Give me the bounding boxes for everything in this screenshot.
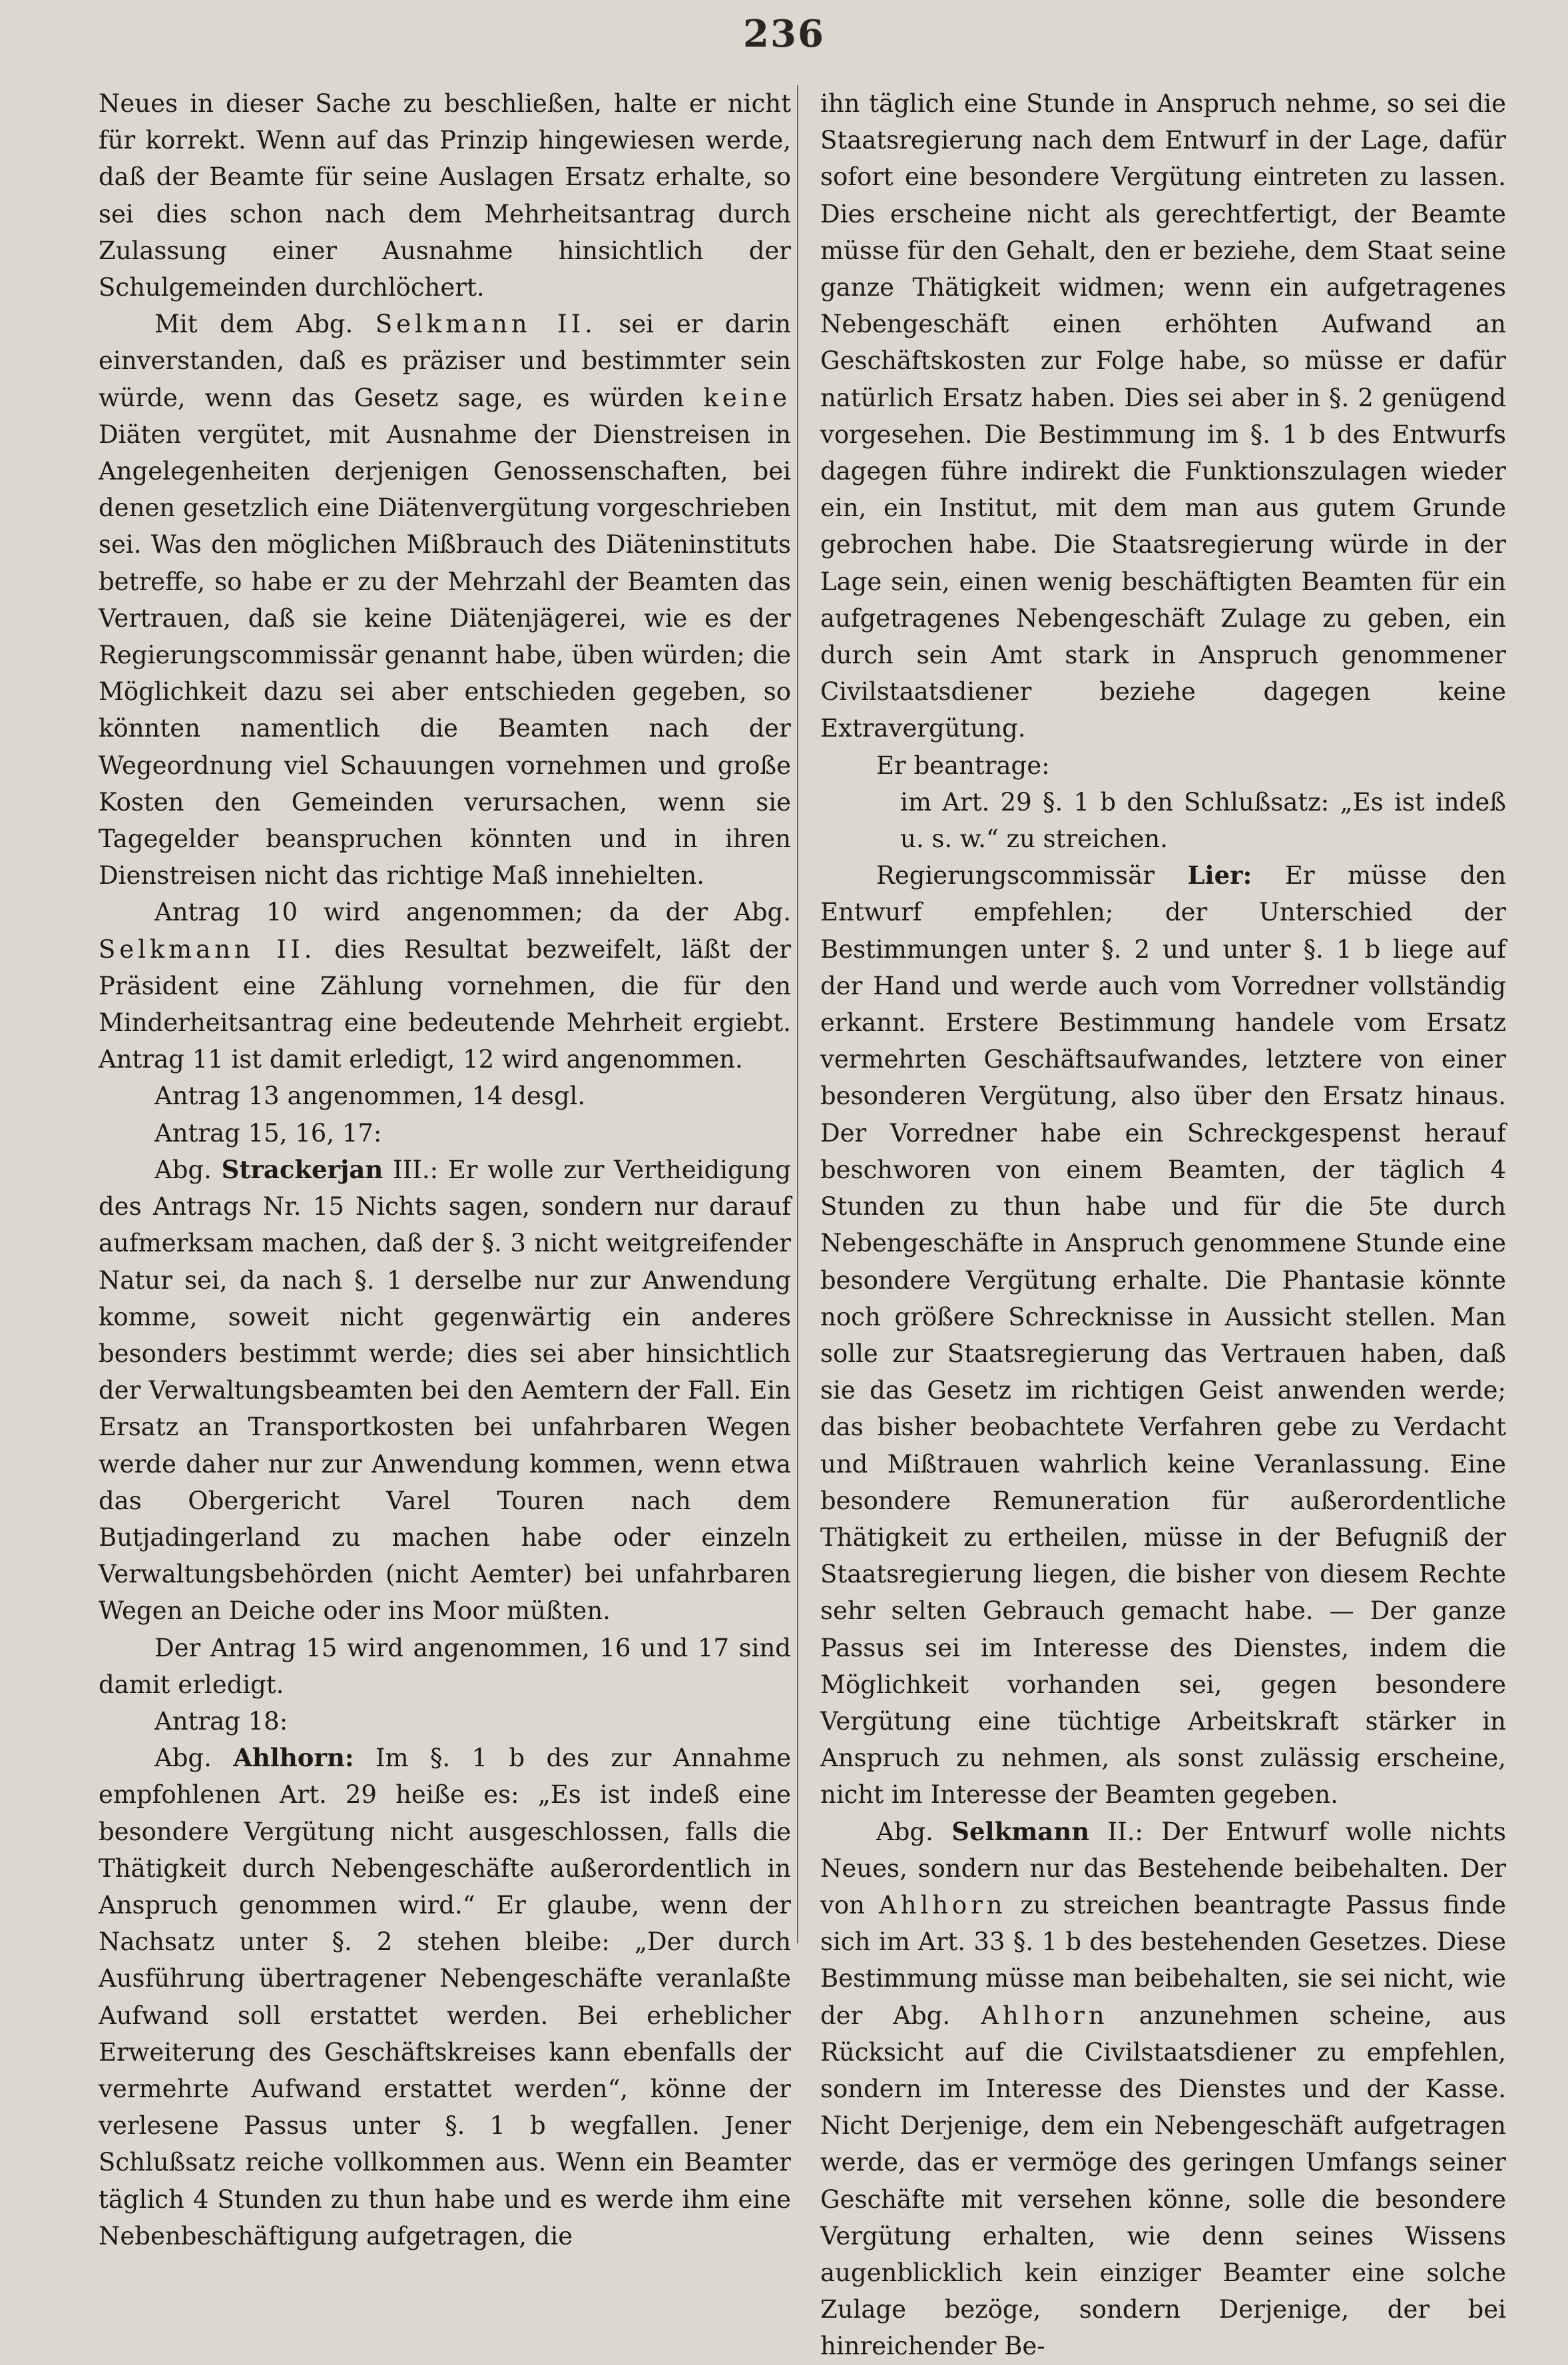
- paragraph: Abg. Selkmann II.: Der Entwurf wolle nichts Neues, sondern nur das Bestehende beibehalten. Der von Ahlhorn zu streichen beantragte Passus finde sich im Art. 33 §. 1 b des bestehenden Gesetzes. Diese Bestimmung müsse man beibehalten, sie sei nicht, wie der Abg. Ahlhorn anzunehmen scheine, aus Rücksicht auf die Civilstaatsdiener zu empfehlen, sondern im Interesse des Dienstes und der Kasse. Nicht Derjenige, dem ein Nebengeschäft aufgetragen werde, das er vermöge des geringen Umfangs seiner Geschäfte mit versehen könne, solle die besondere Vergütung erhalten, wie denn seines Wissens augenblicklich kein einziger Beamter eine solche Zulage bezöge, sondern Derjenige, der bei hinreichender Be-: [820, 1816, 1506, 2361]
- speaker-name: Ahlhorn:: [233, 1743, 354, 1773]
- speaker-name: Ahlhorn: [981, 2001, 1109, 2030]
- paragraph: Abg. Ahlhorn: Im §. 1 b des zur Annahme empfohlenen Art. 29 heiße es: „Es ist indeß eine besondere Vergütung nicht ausgeschlossen, falls die Thätigkeit durch Nebengeschäfte außerordentlich in Anspruch genommen wird.“ Er glaube, wenn der Nachsatz unter §. 2 stehen bleibe: „Der durch Ausführung übertragener Nebengeschäfte veranlaßte Aufwand soll erstattet werden. Bei erheblicher Erweiterung des Geschäftskreises kann ebenfalls der vermehrte Aufwand erstattet werden“, könne der verlesene Passus unter §. 1 b wegfallen. Jener Schlußsatz reiche vollkommen aus. Wenn ein Beamter täglich 4 Stunden zu thun habe und es werde ihm eine Nebenbeschäftigung aufgetragen, die: [99, 1743, 791, 2250]
- speaker-name: Ahlhorn: [879, 1890, 1007, 1919]
- column-divider: [797, 85, 798, 1943]
- speaker-name: Selkmann II.: [375, 310, 597, 339]
- paragraph: Antrag 10 wird angenommen; da der Abg. Selkmann II. dies Resultat bezweifelt, läßt der Präsident eine Zählung vornehmen, die für den Minderheitsantrag eine bedeutende Mehrheit ergiebt. Antrag 11 ist damit erledigt, 12 wird angenommen.: [99, 898, 791, 1074]
- paragraph: Antrag 15, 16, 17:: [154, 1118, 382, 1148]
- speaker-name: Strackerjan: [221, 1154, 384, 1184]
- paragraph: ihn täglich eine Stunde in Anspruch nehme, so sei die Staatsregierung nach dem Entwurf in der Lage, dafür sofort eine besondere Vergütung eintreten zu lassen. Dies erscheine nicht als gerechtfertigt, der Beamte müsse für den Gehalt, den er beziehe, dem Staat seine ganze Thätigkeit widmen; wenn ein aufgetragenes Nebengeschäft einen erhöhten Aufwand an Geschäftskosten zur Folge habe, so müsse er dafür natürlich Ersatz haben. Dies sei aber in §. 2 genügend vorgesehen. Die Bestimmung im §. 1 b des Entwurfs dagegen führe indirekt die Funktionszulagen wieder ein, ein Institut, mit dem man aus gutem Grunde gebrochen habe. Die Staatsregierung würde in der Lage sein, einen wenig beschäftigten Beamten für ein aufgetragenes Nebengeschäft Zulage zu geben, ein durch sein Amt stark in Anspruch genommener Civilstaatsdiener beziehe dagegen keine Extravergütung.: [820, 89, 1506, 743]
- paragraph: Regierungscommissär Lier: Er müsse den Entwurf empfehlen; der Unterschied der Bestimmungen unter §. 2 und unter §. 1 b liege auf der Hand und werde auch vom Vorredner vollständig erkannt. Erstere Bestimmung handele vom Ersatz vermehrten Geschäftsaufwandes, letztere von einer besonderen Vergütung, also über den Ersatz hinaus. Der Vorredner habe ein Schreckgespenst herauf beschworen von einem Beamten, der täglich 4 Stunden zu thun habe und für die 5te durch Nebengeschäfte in Anspruch genommene Stunde eine besondere Vergütung erhalte. Die Phantasie könnte noch größere Schrecknisse in Aussicht stellen. Man solle zur Staatsregierung das Vertrauen haben, daß sie das Gesetz im richtigen Geist anwenden werde; das bisher beobachtete Verfahren gebe zu Verdacht und Mißtrauen wahrlich keine Veranlassung. Eine besondere Remuneration für außerordentliche Thätigkeit zu ertheilen, müsse in der Befugniß der Staatsregierung liegen, die bisher von diesem Rechte sehr selten Gebrauch gemacht habe. — Der ganze Passus sei im Interesse des Dienstes, indem die Möglichkeit vorhanden sei, gegen besondere Vergütung eine tüchtige Arbeitskraft stärker in Anspruch zu nehmen, als sonst zulässig erscheine, nicht im Interesse der Beamten gegeben.: [820, 860, 1506, 1810]
- paragraph: Neues in dieser Sache zu beschließen, halte er nicht für korrekt. Wenn auf das Prinzip hingewiesen werde, daß der Beamte für seine Auslagen Ersatz erhalte, so sei dies schon nach dem Mehrheitsantrag durch Zulassung einer Ausnahme hinsichtlich der Schulgemeinden durchlöchert.: [99, 89, 791, 302]
- paragraph: Abg. Strackerjan III.: Er wolle zur Vertheidigung des Antrags Nr. 15 Nichts sagen, sondern nur darauf aufmerksam machen, daß der §. 3 nicht weitgreifender Natur sei, da nach §. 1 derselbe nur zur Anwendung komme, soweit nicht gegenwärtig ein anderes besonders bestimmt werde; dies sei aber hinsichtlich der Verwaltungsbeamten bei den Aemtern der Fall. Ein Ersatz an Transportkosten bei unfahrbaren Wegen werde daher nur zur Anwendung kommen, wenn etwa das Obergericht Varel Touren nach dem Butjadingerland zu machen habe oder einzeln Verwaltungsbehörden (nicht Aemter) bei unfahrbaren Wegen an Deiche oder ins Moor müßten.: [99, 1154, 791, 1626]
- motion-text: im Art. 29 §. 1 b den Schlußsatz: „Es ist indeß u. s. w.“ zu streichen.: [900, 787, 1506, 854]
- page-number: 236: [743, 12, 825, 56]
- paragraph: Antrag 18:: [154, 1706, 288, 1736]
- speaker-name: Selkmann II.: [99, 934, 316, 964]
- paragraph: Mit dem Abg. Selkmann II. sei er darin einverstanden, daß es präziser und bestimmter sein würde, wenn das Gesetz sage, es würden keine Diäten vergütet, mit Ausnahme der Dienstreisen in Angelegenheiten derjenigen Genossenschaften, bei denen gesetzlich eine Diätenvergütung vorgeschrieben sei. Was den möglichen Mißbrauch des Diäteninstituts betreffe, so habe er zu der Mehrzahl der Beamten das Vertrauen, daß sie keine Diätenjägerei, wie es der Regierungscommissär genannt habe, üben würden; die Möglichkeit dazu sei aber entschieden gegeben, so könnten namentlich die Beamten nach der Wegeordnung viel Schauungen vornehmen und große Kosten den Gemeinden verursachen, wenn sie Tagegelder beanspruchen könnten und in ihren Dienstreisen nicht das richtige Maß innehielten.: [99, 310, 791, 890]
- speaker-name: Lier:: [1187, 860, 1252, 890]
- right-column: [820, 85, 1506, 2365]
- paragraph: Antrag 13 angenommen, 14 desgl.: [154, 1082, 586, 1111]
- paragraph: Er beantrage:: [876, 751, 1050, 780]
- left-column: [99, 85, 791, 2254]
- emphasis: keine: [703, 383, 791, 412]
- paragraph: Der Antrag 15 wird angenommen, 16 und 17 sind damit erledigt.: [99, 1633, 791, 1699]
- speaker-name: Selkmann: [951, 1816, 1090, 1846]
